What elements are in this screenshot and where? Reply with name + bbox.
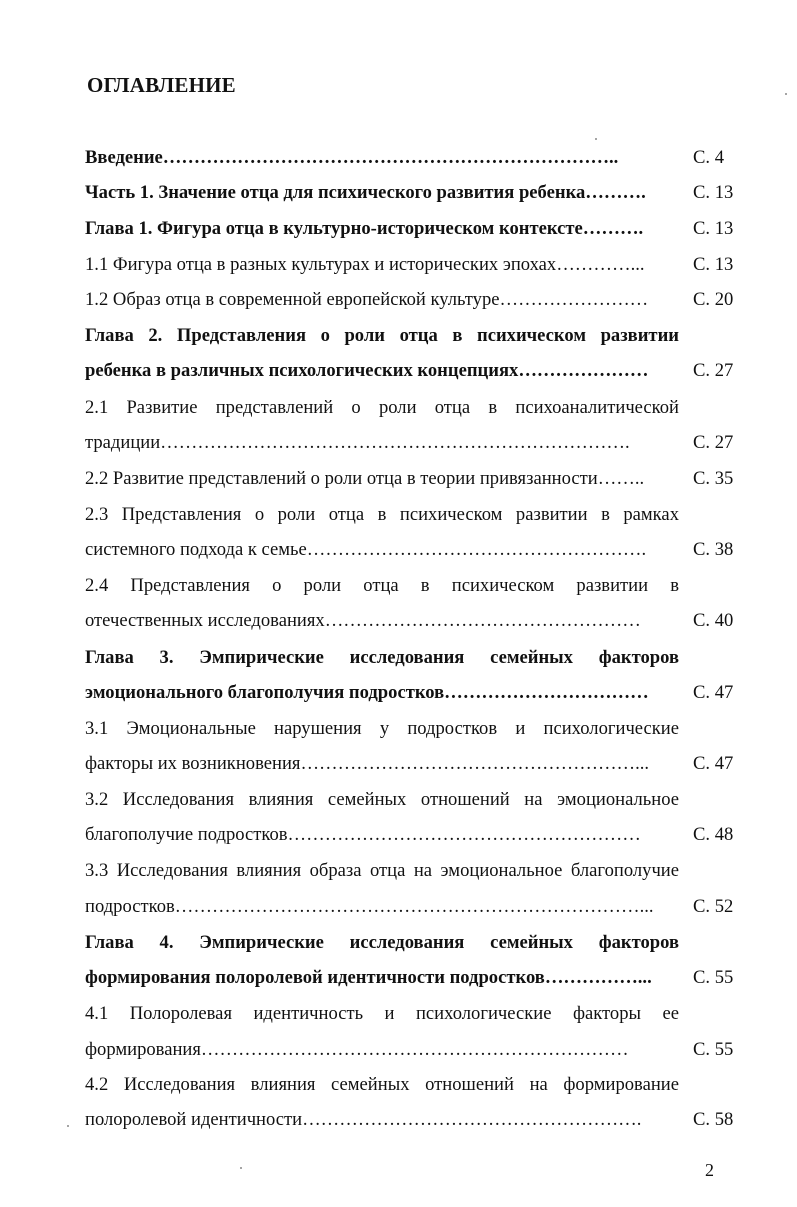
toc-entry-chapter-3: Глава 3. Эмпирические исследования семейных факторов xyxy=(85,647,679,668)
toc-entry-3-2-cont: благополучие подростков………………………………………………… xyxy=(85,824,641,845)
toc-entry-3-3: 3.3 Исследования влияния образа отца на эмоциональное благополучие xyxy=(85,860,679,881)
scan-speck xyxy=(240,1167,242,1169)
toc-page-chapter-2: С. 27 xyxy=(693,360,734,381)
toc-entry-2-3: 2.3 Представления о роли отца в психическом развитии в рамках xyxy=(85,504,679,525)
toc-entry-2-4: 2.4 Представления о роли отца в психическом развитии в xyxy=(85,575,679,596)
toc-page-2-1: С. 27 xyxy=(693,432,734,453)
toc-page-intro: С. 4 xyxy=(693,147,724,168)
toc-page-3-3: С. 52 xyxy=(693,896,734,917)
toc-page-1-1: С. 13 xyxy=(693,254,734,275)
page-number: 2 xyxy=(705,1160,714,1180)
page-heading: ОГЛАВЛЕНИЕ xyxy=(87,73,236,97)
scan-speck xyxy=(67,1125,69,1127)
toc-page-2-3: С. 38 xyxy=(693,539,734,560)
toc-entry-2-1: 2.1 Развитие представлений о роли отца в психоаналитической xyxy=(85,397,679,418)
toc-entry-3-1-cont: факторы их возникновения………………………………………………... xyxy=(85,753,650,774)
toc-page-2-2: С. 35 xyxy=(693,468,734,489)
toc-entry-3-1: 3.1 Эмоциональные нарушения у подростков и психологические xyxy=(85,718,679,739)
toc-entry-chapter-4: Глава 4. Эмпирические исследования семейных факторов xyxy=(85,932,679,953)
toc-entry-4-2-cont: полоролевой идентичности………………………………………………. xyxy=(85,1109,642,1130)
toc-page-3-1: С. 47 xyxy=(693,753,734,774)
toc-page-chapter-4: С. 55 xyxy=(693,967,734,988)
toc-page-2-4: С. 40 xyxy=(693,610,734,631)
toc-entry-2-2: 2.2 Развитие представлений о роли отца в теории привязанности…….. xyxy=(85,468,645,489)
toc-entry-3-3-cont: подростков…………………………………………………………………... xyxy=(85,896,654,917)
toc-page-chapter-3: С. 47 xyxy=(693,682,734,703)
scan-speck xyxy=(785,93,787,95)
toc-entry-2-1-cont: традиции…………………………………………………………………. xyxy=(85,432,630,453)
toc-entry-1-2: 1.2 Образ отца в современной европейской культуре…………………… xyxy=(85,289,649,310)
toc-page-4-1: С. 55 xyxy=(693,1039,734,1060)
toc-page-part-1: С. 13 xyxy=(693,182,734,203)
toc-entry-4-1-cont: формирования…………………………………………………………… xyxy=(85,1039,629,1060)
scan-speck xyxy=(595,138,597,140)
toc-entry-chapter-2: Глава 2. Представления о роли отца в психическом развитии xyxy=(85,325,679,346)
toc-entry-2-3-cont: системного подхода к семье………………………………………………. xyxy=(85,539,647,560)
toc-entry-intro: Введение……………………………………………………………….. xyxy=(85,147,619,168)
toc-page-1-2: С. 20 xyxy=(693,289,734,310)
toc-entry-chapter-4-cont: формирования полоролевой идентичности подростков……………... xyxy=(85,967,652,988)
toc-page-3-2: С. 48 xyxy=(693,824,734,845)
toc-entry-2-4-cont: отечественных исследованиях…………………………………………… xyxy=(85,610,641,631)
toc-entry-chapter-3-cont: эмоционального благополучия подростков…………………………… xyxy=(85,682,649,703)
toc-entry-chapter-1: Глава 1. Фигура отца в культурно-историческом контексте………. xyxy=(85,218,644,239)
toc-entry-chapter-2-cont: ребенка в различных психологических концепциях………………… xyxy=(85,360,649,381)
toc-page-chapter-1: С. 13 xyxy=(693,218,734,239)
toc-entry-4-2: 4.2 Исследования влияния семейных отношений на формирование xyxy=(85,1074,679,1095)
toc-page-4-2: С. 58 xyxy=(693,1109,734,1130)
toc-entry-4-1: 4.1 Полоролевая идентичность и психологические факторы ее xyxy=(85,1003,679,1024)
toc-entry-1-1: 1.1 Фигура отца в разных культурах и исторических эпохах…………... xyxy=(85,254,645,275)
toc-entry-part-1: Часть 1. Значение отца для психического развития ребенка………. xyxy=(85,182,646,203)
toc-entry-3-2: 3.2 Исследования влияния семейных отношений на эмоциональное xyxy=(85,789,679,810)
